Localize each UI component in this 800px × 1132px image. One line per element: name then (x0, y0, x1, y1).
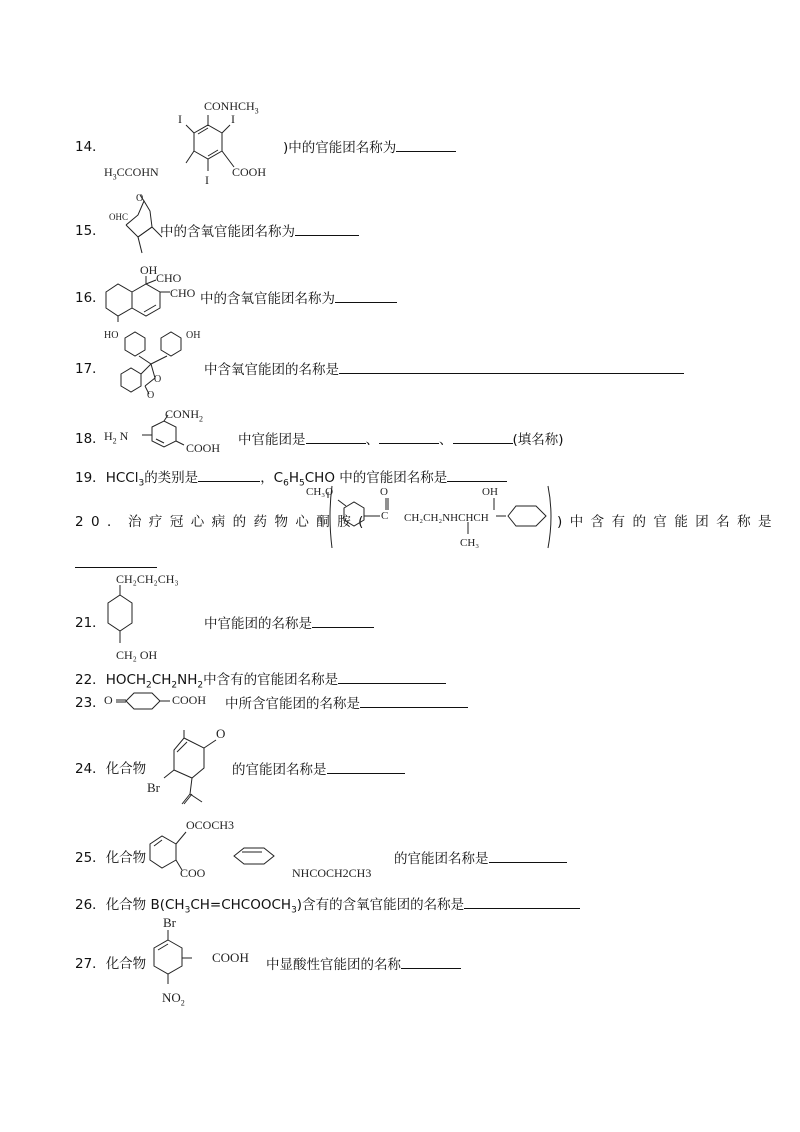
q20-chain: CH₂CH₂NHCHCH (404, 512, 489, 524)
answer-blank[interactable] (327, 760, 405, 774)
q14-iodine-left: I (178, 112, 182, 126)
answer-blank[interactable] (453, 430, 513, 444)
q14-conhch3: $CONHCH_3$ (204, 99, 259, 116)
q15-ketone-o: O (136, 193, 144, 204)
q20-oh: OH (482, 486, 498, 498)
question-24-structure (160, 730, 230, 815)
answer-blank[interactable] (489, 849, 567, 863)
question-19-text: 19．HCCl$_3$的类别是 ，$C_6H_5CHO$ 中的官能团名称是 (75, 468, 507, 493)
question-14-number: 14． (75, 139, 106, 155)
answer-blank[interactable] (447, 468, 507, 482)
question-14-text: )中的官能团名称为 (283, 138, 456, 157)
question-27-prefix: 27．化合物 (75, 956, 147, 972)
answer-blank[interactable] (338, 670, 446, 684)
q20-carbonyl-o: O (380, 486, 388, 498)
q18-h2n: $H_2$ N (104, 429, 129, 446)
q20-carbonyl-c: C (381, 510, 389, 522)
q25-acetoxy: OCOCH3 (186, 818, 235, 832)
q17-carbonyl-o: O (147, 390, 155, 401)
question-27-structure (148, 930, 218, 990)
q21-propyl: CH₂CH₂CH₃ (116, 572, 179, 586)
q20-ch3: CH₃ (460, 537, 480, 549)
question-17-text: 中含氧官能团的名称是 (204, 360, 684, 379)
answer-blank[interactable] (396, 138, 456, 152)
question-21-text: 中官能团的名称是 (204, 614, 374, 633)
q23-oxo: O (104, 693, 113, 707)
q24-bromo: Br (147, 780, 160, 795)
q24-ketone-o: O (216, 726, 226, 741)
q14-iodine-bottom: I (205, 173, 209, 187)
answer-blank[interactable] (401, 955, 461, 969)
q25-ester: COO (180, 866, 206, 880)
q20-ch3o: CH₃O (306, 486, 334, 498)
question-23-number: 23． (75, 695, 106, 711)
answer-blank[interactable] (75, 567, 157, 568)
q21-hydroxymethyl: CH₂ OH (116, 648, 158, 662)
question-25-text: 的官能团名称是 (394, 849, 567, 868)
question-26-text: 26．化合物 $B(CH_3CH=CHCOOCH_3)$含有的含氧官能团的名称是 (75, 895, 580, 920)
question-20-text: )中含有的官能团名称是 (557, 514, 779, 530)
question-21-number: 21． (75, 615, 106, 631)
answer-blank[interactable] (464, 895, 580, 909)
q18-conh2: $CONH_2$ (165, 407, 204, 424)
q15-aldehyde: OHC (109, 212, 129, 222)
answer-blank[interactable] (295, 222, 359, 236)
question-27-text: 中显酸性官能团的名称 (266, 955, 461, 974)
question-24-prefix: 24．化合物 (75, 761, 147, 777)
q25-amide: NHCOCH2CH3 (292, 866, 372, 880)
question-22-text: 22．$HOCH_2CH_2NH_2$中含有的官能团名称是 (75, 670, 446, 695)
answer-blank[interactable] (360, 694, 468, 708)
q14-cooh: COOH (232, 165, 267, 179)
q27-bromo: Br (163, 915, 176, 930)
question-18-number: 18． (75, 431, 106, 447)
answer-blank[interactable] (339, 360, 684, 374)
question-20-prefix: 20．治疗冠心病的药物心酮胺( (75, 514, 371, 530)
answer-blank[interactable] (335, 289, 397, 303)
q14-acetamido: $H_3CCOHN$ (104, 165, 159, 182)
question-16-text: 中的含氧官能团名称为 (200, 289, 397, 308)
question-18-text: 中官能团是 、 、 (填名称) (238, 432, 564, 448)
question-25-prefix: 25．化合物 (75, 850, 147, 866)
answer-blank[interactable] (312, 614, 374, 628)
answer-blank[interactable] (198, 468, 260, 482)
q17-ring-o: O (154, 374, 162, 385)
answer-blank[interactable] (379, 430, 439, 444)
answer-blank[interactable] (306, 430, 366, 444)
q16-cho-1: CHO (156, 271, 182, 285)
question-16-number: 16． (75, 290, 106, 306)
q14-iodine-right: I (231, 112, 235, 126)
q17-ho: HO (104, 330, 119, 341)
q16-cho-2: CHO (170, 286, 196, 300)
q27-nitro: $NO_2$ (162, 990, 185, 1008)
question-23-text: 中所含官能团的名称是 (225, 694, 468, 713)
question-15-number: 15． (75, 223, 106, 239)
q23-cooh: COOH (172, 693, 207, 707)
q16-oh: OH (140, 263, 158, 277)
question-17-number: 17． (75, 361, 106, 377)
question-21-structure (100, 585, 160, 655)
q18-cooh: COOH (186, 441, 221, 455)
q17-oh: OH (186, 330, 201, 341)
q27-cooh: COOH (212, 950, 249, 965)
question-15-text: 中的含氧官能团名称为 (160, 222, 359, 241)
question-24-text: 的官能团名称是 (232, 760, 405, 779)
